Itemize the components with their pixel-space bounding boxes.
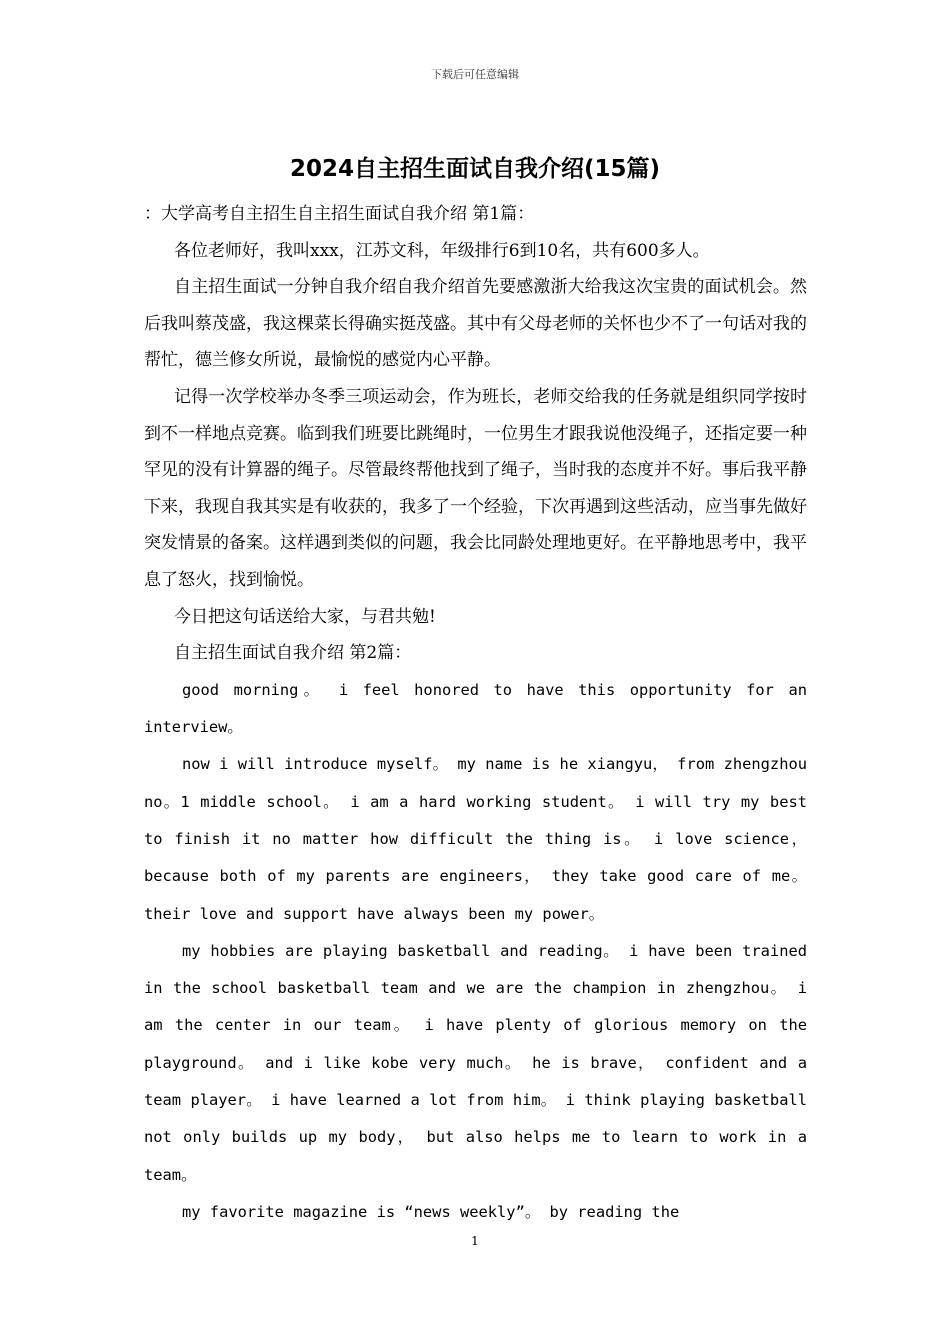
- header-note: 下载后可任意编辑: [431, 68, 519, 81]
- paragraph: 今日把这句话送给大家，与君共勉!: [174, 606, 436, 627]
- document-title: 2024自主招生面试自我介绍(15篇): [289, 156, 661, 182]
- paragraph-english: my favorite magazine is “news weekly”。 by reading the: [182, 1202, 680, 1221]
- paragraph: 记得一次学校举办冬季三项运动会，作为班长，老师交给我的任务就是组织同学按时到不一样地点竞赛。临到我们班要比跳绳时，一位男生才跟我说他没绳子，还指定要一种罕见的没有计算器的绳子。尽管最终帮他找到了绳子，当时我的态度并不好。事后我平静下来，我现自我其实是有收获的，我多了一个经验，下次再遇到这些活动，应当事先做好突发情景的备案。这样遇到类似的问题，我会比同龄处理地更好。在平静地思考中，我平息了怒火，找到愉悦。: [144, 386, 807, 590]
- paragraph-english: good morning。 i feel honored to have this opportunity for an interview。: [144, 680, 807, 737]
- document-body: [144, 196, 807, 1231]
- paragraph-english: now i will introduce myself。 my name is he xiangyu， from zhengzhou no。1 middle school。 i am a hard working student。 i will try my best to finish it no matter how difficult the thing is。 i love science， because both of my parents are engineers， they take good care of me。 their love and support have always been my power。: [144, 755, 807, 923]
- section-1-heading: ：大学高考自主招生自主招生面试自我介绍 第1篇：: [144, 204, 535, 224]
- paragraph: 各位老师好，我叫xxx，江苏文科，年级排行6到10名，共有600多人。: [174, 240, 710, 261]
- paragraph-english: my hobbies are playing basketball and reading。 i have been trained in the school basketball team and we are the champion in zhengzhou。 i am the center in our team。 i have plenty of glorious memory on the playground。 and i like kobe very much。 he is brave， confident and a team player。 i have learned a lot from him。 i think playing basketball not only builds up my body， but also helps me to learn to work in a team。: [144, 941, 807, 1184]
- page-number: 1: [471, 1234, 479, 1248]
- paragraph: 自主招生面试一分钟自我介绍自我介绍首先要感激浙大给我这次宝贵的面试机会。然后我叫蔡茂盛，我这棵菜长得确实挺茂盛。其中有父母老师的关怀也少不了一句话对我的帮忙，德兰修女所说，最愉悦的感觉内心平静。: [144, 277, 807, 371]
- section-2-heading: 自主招生面试自我介绍 第2篇：: [174, 643, 412, 664]
